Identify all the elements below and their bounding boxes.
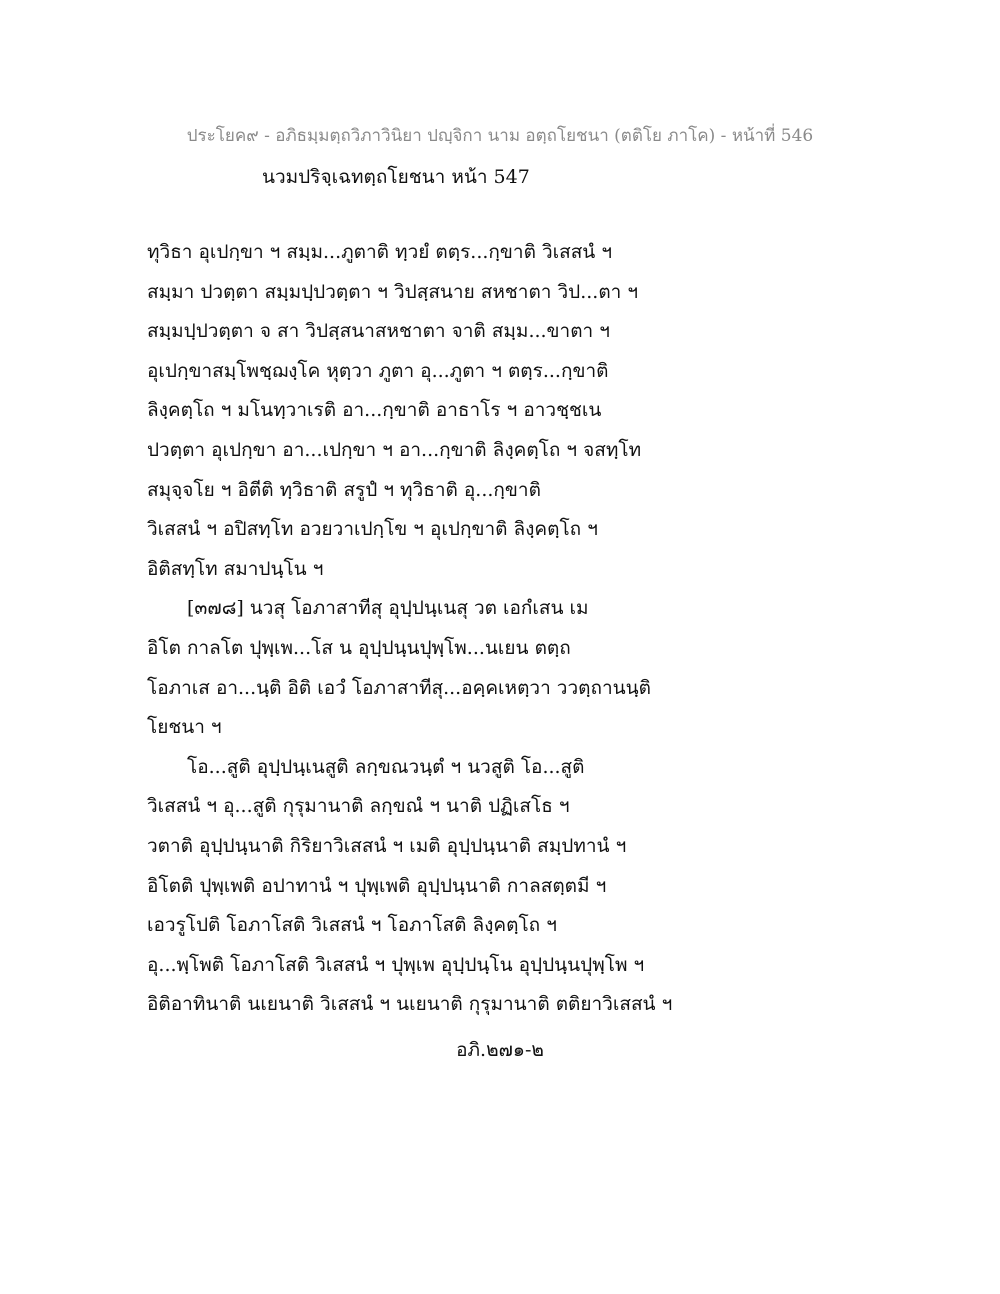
text-line: ลิงฺคตฺโถ ฯ มโนทฺวาเรติ อา...กฺขาติ อาธาโร ฯ อาวชฺชเน	[147, 399, 602, 422]
running-header: ประโยค๙ - อภิธมฺมตฺถวิภาวินิยา ปญฺจิกา นาม อตฺถโยชนา (ตติโย ภาโค) - หน้าที่ 546	[186, 126, 814, 146]
text-line: ทุวิธา อุเปกฺขา ฯ สมฺม...ภูตาติ ทฺวยํ ตตฺร...กฺขาติ วิเสสนํ ฯ	[147, 241, 613, 263]
text-line: โอภาเส อา...นฺติ อิติ เอวํ โอภาสาทีสุ...อคฺคเหตฺวา ววตฺถานนฺติ	[147, 676, 651, 699]
text-line: โยชนา ฯ	[147, 716, 222, 739]
text-line: วิเสสนํ ฯ อปิสทฺโท อวยวาเปกฺโข ฯ อุเปกฺขาติ ลิงฺคตฺโถ ฯ	[147, 518, 598, 541]
paragraph-start-line: โอ...สูติ อุปฺปนฺเนสูติ ลกฺขณวนฺตํ ฯ นวสูติ โอ...สูติ	[187, 755, 585, 778]
text-line: เอวรูโปติ โอภาโสติ วิเสสนํ ฯ โอภาโสติ ลิงฺคตฺโถ ฯ	[147, 914, 557, 937]
text-line: อิติสทฺโท สมาปนฺโน ฯ	[147, 557, 324, 580]
text-line: อิติอาทินาติ นเยนาติ วิเสสนํ ฯ นเยนาติ กุรุมานาติ ตติยาวิเสสนํ ฯ	[147, 993, 673, 1016]
text-line: อุเปกฺขาสมฺโพชฺฌงฺโค หุตฺวา ภูตา อุ...ภูตา ฯ ตตฺร...กฺขาติ	[147, 359, 609, 382]
body-text	[147, 233, 867, 1025]
page-signature: อภิ.๒๗๑-๒	[456, 1039, 544, 1061]
paragraph-start-line: [๓๗๘] นวสุ โอภาสาทีสุ อุปฺปนฺเนสุ วต เอกํเสน เม	[187, 597, 589, 620]
text-line: อิโต กาลโต ปุพฺเพ...โส น อุปฺปนฺนปุพฺโพ...นเยน ตตฺถ	[147, 636, 571, 659]
text-line: อุ...พฺโพติ โอภาโสติ วิเสสนํ ฯ ปุพฺเพ อุปฺปนฺโน อุปฺปนฺนปุพฺโพ ฯ	[147, 953, 645, 976]
text-line: ปวตฺตา อุเปกฺขา อา...เปกฺขา ฯ อา...กฺขาติ ลิงฺคตฺโถ ฯ จสทฺโท	[147, 438, 642, 461]
text-line: อิโตติ ปุพฺเพติ อปาทานํ ฯ ปุพฺเพติ อุปฺปนฺนาติ กาลสตฺตมี ฯ	[147, 874, 607, 897]
text-line: สมฺมา ปวตฺตา สมฺมปฺปวตฺตา ฯ วิปสฺสนาย สหชาตา วิป...ตา ฯ	[147, 280, 639, 303]
text-line: สมุจฺจโย ฯ อิตีติ ทฺวิธาติ สรูปํ ฯ ทุวิธาติ อุ...กฺขาติ	[147, 478, 541, 501]
text-line: วตาติ อุปฺปนฺนาติ กิริยาวิเสสนํ ฯ เมติ อุปฺปนฺนาติ สมฺปทานํ ฯ	[147, 834, 627, 857]
section-title: นวมปริจฺเฉทตฺถโยชนา หน้า 547	[262, 166, 530, 188]
text-line: วิเสสนํ ฯ อุ...สูติ กุรุมานาติ ลกฺขณํ ฯ นาติ ปฏิเสโธ ฯ	[147, 795, 570, 818]
text-line: สมฺมปฺปวตฺตา จ สา วิปสฺสนาสหชาตา จาติ สมฺม...ขาตา ฯ	[147, 320, 610, 343]
